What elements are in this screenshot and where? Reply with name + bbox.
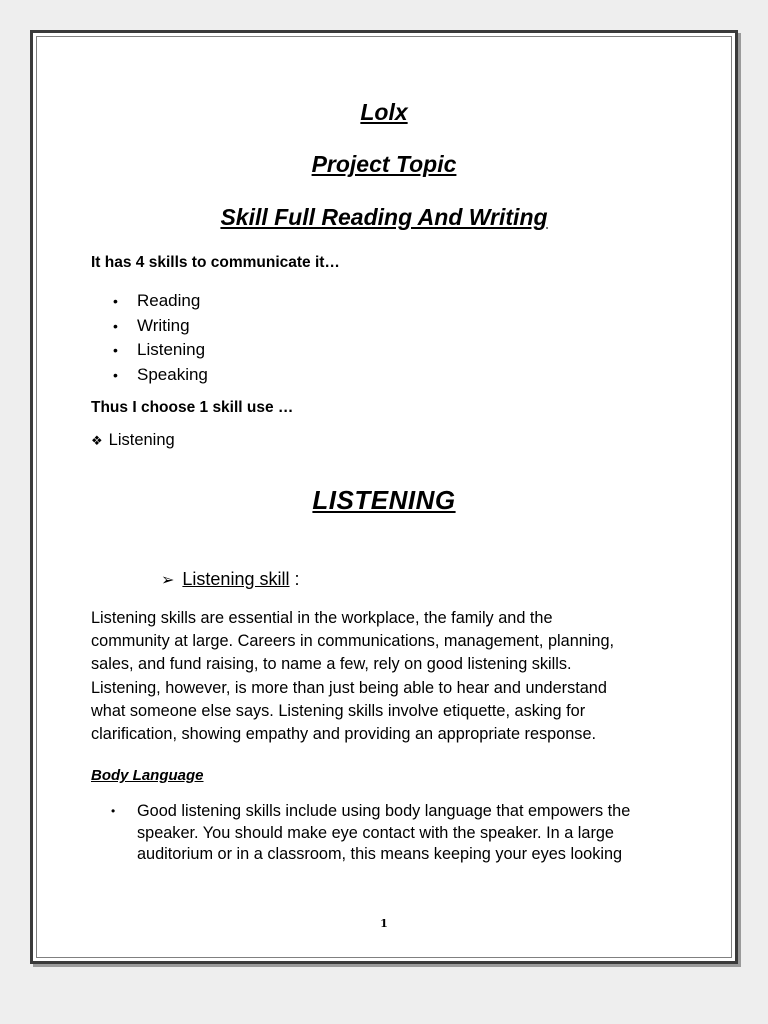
- bullet-icon: •: [111, 804, 116, 818]
- skill-label: Writing: [137, 315, 190, 335]
- document-title: Lolx: [360, 99, 408, 125]
- main-topic-heading: Skill Full Reading And Writing: [220, 204, 548, 230]
- paragraph-line: sales, and fund raising, to name a few, rely on good listening skills.: [91, 655, 572, 674]
- chosen-skill-item: [91, 431, 175, 450]
- list-item: [113, 289, 208, 314]
- skills-list: [113, 289, 208, 387]
- bullet-icon: •: [113, 342, 118, 358]
- subsection-label: Listening skill: [182, 569, 290, 589]
- bullet-icon: •: [113, 366, 118, 383]
- choice-intro-text: Thus I choose 1 skill use …: [91, 399, 294, 416]
- body-language-text: [137, 801, 630, 866]
- project-topic-heading: Project Topic: [311, 151, 457, 177]
- paragraph-line: clarification, showing empathy and providing an appropriate response.: [91, 725, 597, 744]
- paragraph-line: community at large. Careers in communications, management, planning,: [91, 632, 615, 651]
- list-item: [113, 338, 208, 363]
- body-language-line: speaker. You should make eye contact with the speaker. In a large: [137, 823, 614, 842]
- paragraph-line: what someone else says. Listening skills involve etiquette, asking for: [91, 701, 586, 720]
- skill-label: Listening: [137, 340, 206, 359]
- document-page: [30, 30, 738, 964]
- bullet-icon: •: [113, 317, 118, 334]
- subsection-heading: [161, 569, 299, 590]
- skill-label: Reading: [137, 291, 201, 310]
- list-item: [113, 314, 208, 339]
- body-language-line: Good listening skills include using body language that empowers the: [137, 802, 631, 820]
- four-diamond-bullet-icon: ❖: [91, 433, 103, 448]
- intro-text: It has 4 skills to communicate it…: [91, 254, 340, 271]
- listening-paragraph: [91, 607, 681, 746]
- subsection-suffix: :: [289, 569, 300, 589]
- chosen-skill-label: Listening: [108, 431, 175, 449]
- arrowhead-bullet-icon: ➢: [161, 572, 175, 589]
- list-item: [113, 363, 208, 388]
- section-title: LISTENING: [312, 485, 456, 515]
- paragraph-line: Listening skills are essential in the workplace, the family and the: [91, 609, 553, 627]
- body-language-heading: Body Language: [91, 767, 204, 784]
- skill-label: Speaking: [137, 364, 208, 384]
- paragraph-line: Listening, however, is more than just being able to hear and understand: [91, 678, 607, 697]
- page-number: 1: [380, 917, 388, 930]
- bullet-icon: •: [113, 293, 118, 309]
- body-language-line: auditorium or in a classroom, this means keeping your eyes looking: [137, 845, 623, 863]
